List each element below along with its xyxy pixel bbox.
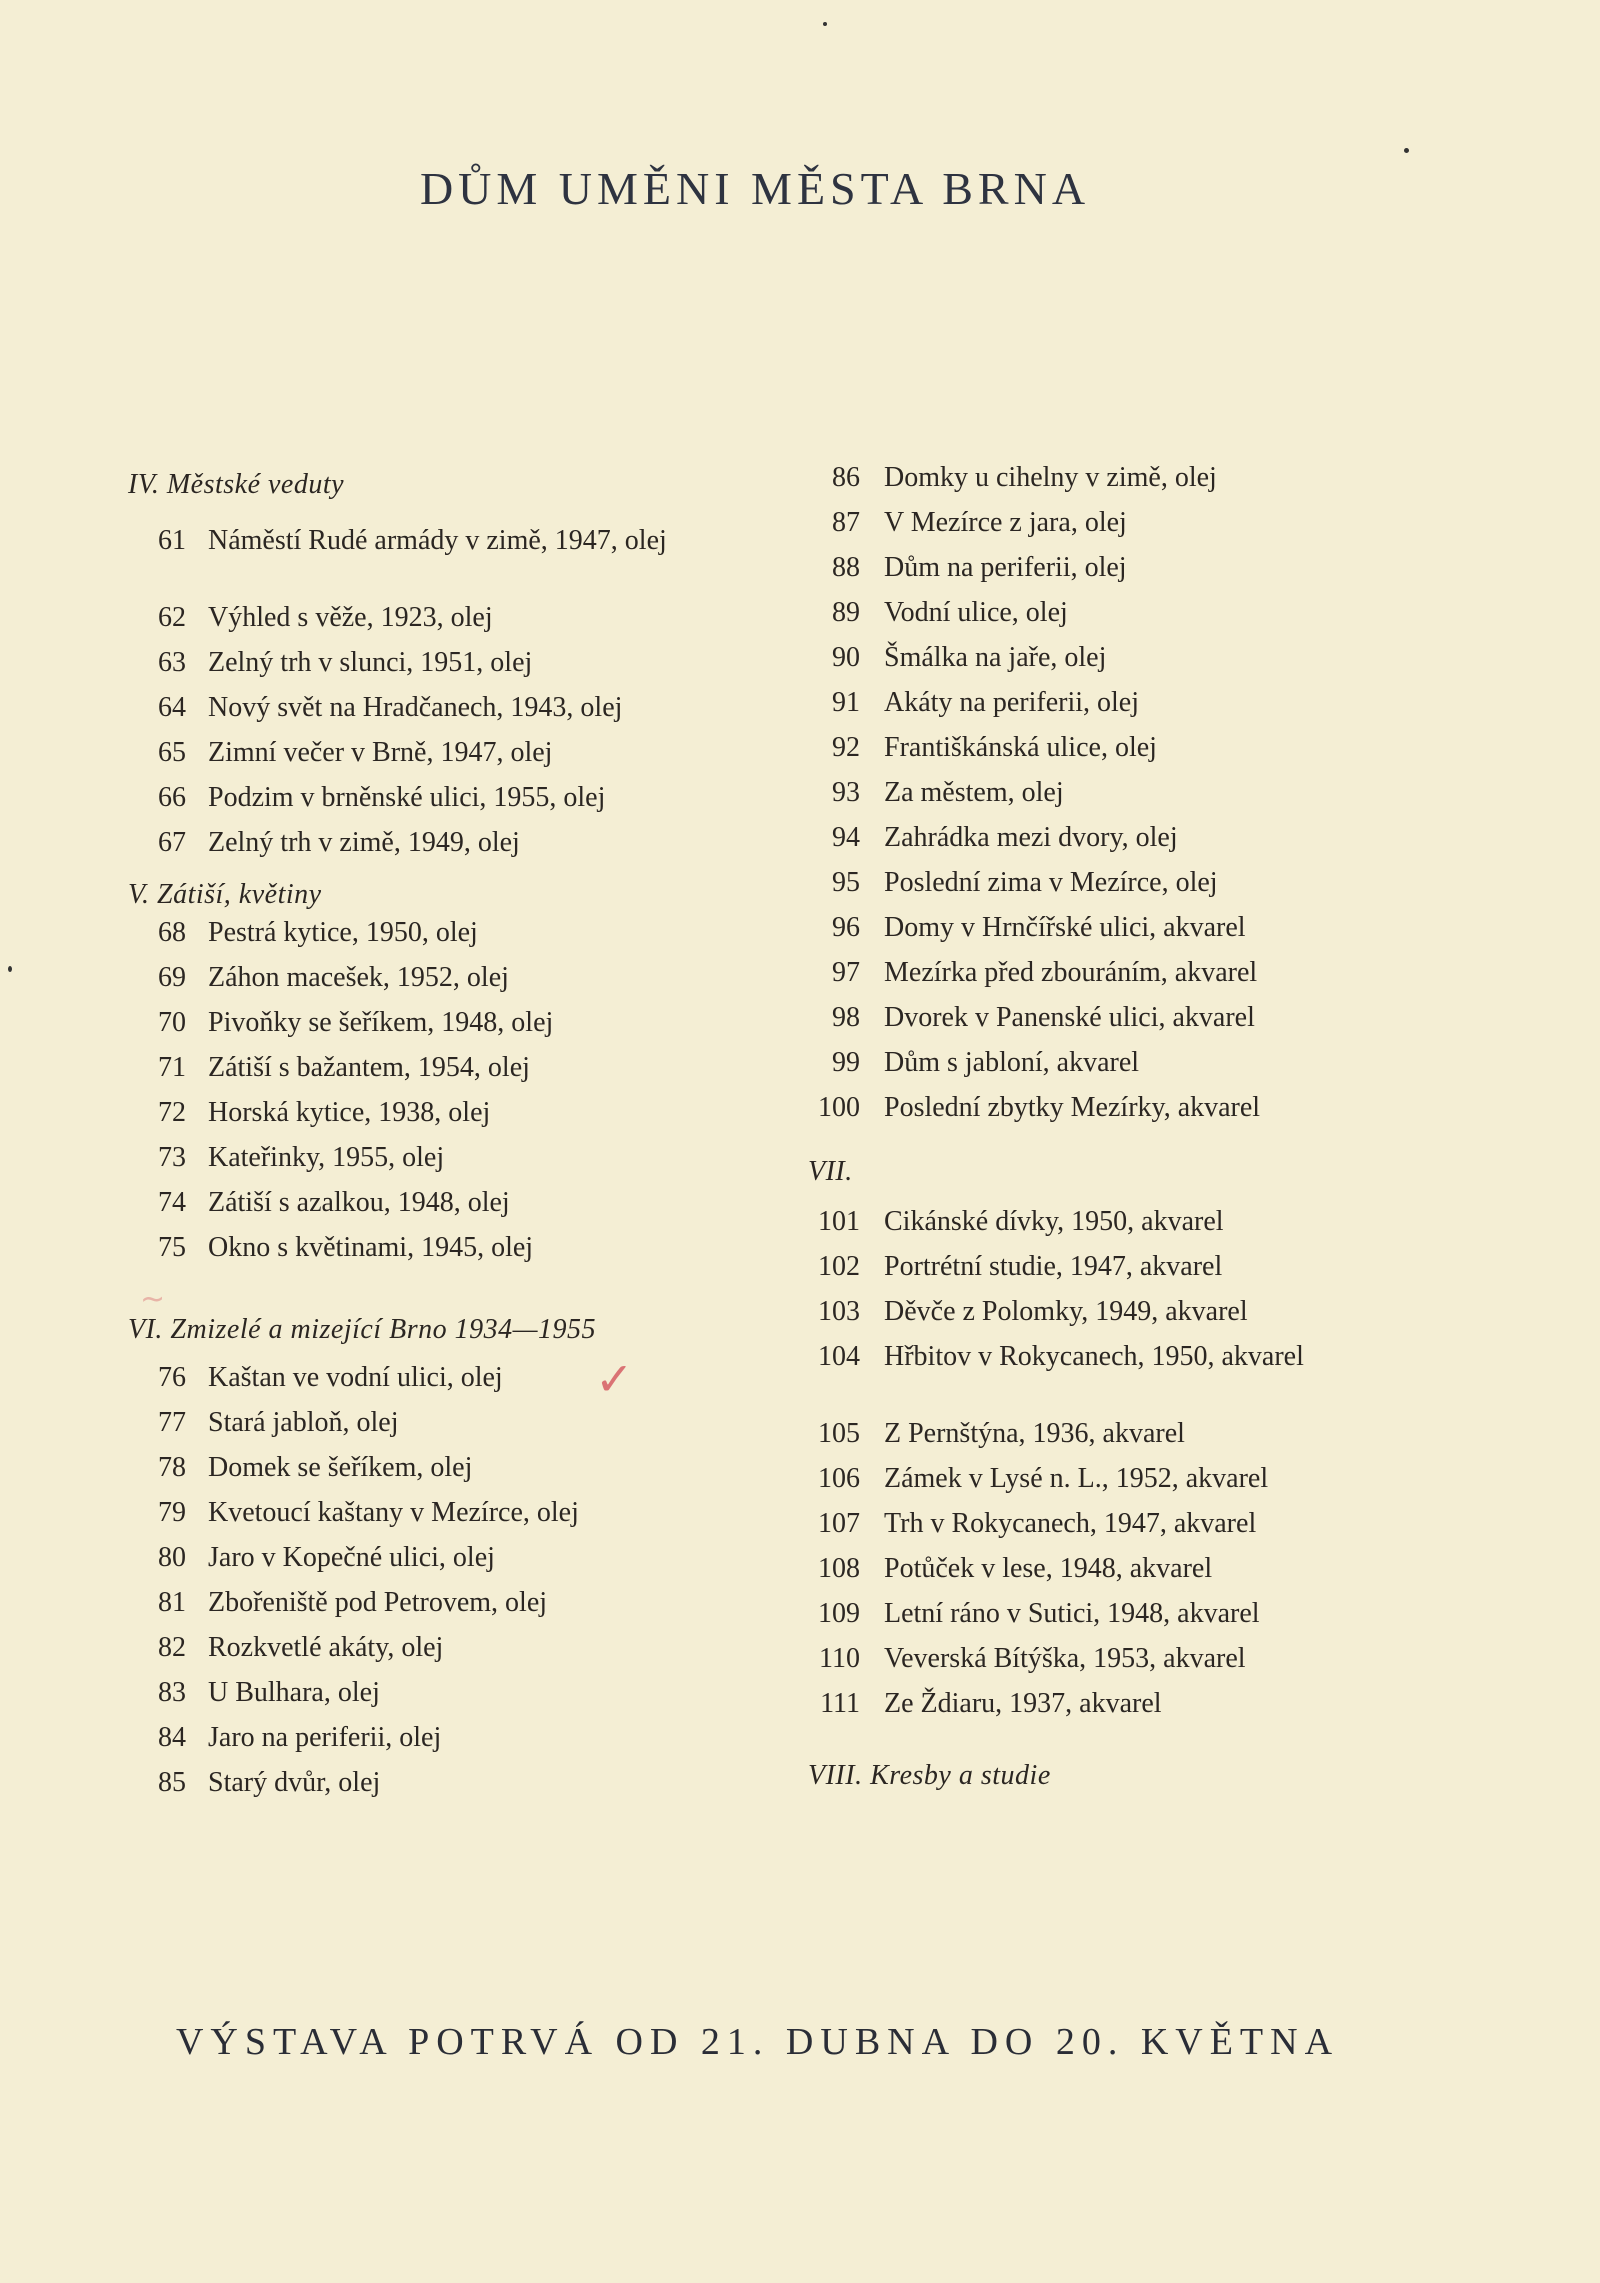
catalogue-item-102 [808,1251,1508,1296]
item-title: Letní ráno v Sutici, 1948, akvarel [884,1598,1260,1629]
item-number: 68 [158,917,186,948]
section-heading-iv: IV. Městské veduty [128,469,345,500]
catalogue-item-63 [128,647,808,692]
item-number: 62 [158,602,186,633]
item-title: Domek se šeříkem, olej [208,1452,473,1483]
item-number: 85 [158,1767,186,1798]
item-number: 110 [819,1643,860,1674]
catalogue-item-108 [808,1553,1508,1598]
catalogue-item-79 [128,1497,808,1542]
item-title: Pestrá kytice, 1950, olej [208,917,478,948]
catalogue-item-111 [808,1688,1508,1733]
item-title: Dvorek v Panenské ulici, akvarel [884,1002,1255,1033]
catalogue-item-69 [128,962,808,1007]
section-iv-list [128,525,808,872]
item-number: 103 [818,1296,860,1327]
section-heading-vi: VI. Zmizelé a mizející Brno 1934—1955 [128,1314,597,1345]
item-title: Zámek v Lysé n. L., 1952, akvarel [884,1463,1269,1494]
item-number: 61 [158,525,186,556]
item-title: Za městem, olej [884,777,1064,808]
catalogue-item-75 [128,1232,808,1277]
item-title: Z Pernštýna, 1936, akvarel [884,1418,1185,1449]
catalogue-item-81 [128,1587,808,1632]
catalogue-item-86 [808,462,1508,507]
item-number: 67 [158,827,186,858]
item-title: Rozkvetlé akáty, olej [208,1632,444,1663]
catalogue-item-104 [808,1341,1508,1418]
catalogue-item-110 [808,1643,1508,1688]
catalogue-item-100 [808,1092,1508,1137]
item-number: 101 [818,1206,860,1237]
catalogue-item-62 [128,602,808,647]
catalogue-item-107 [808,1508,1508,1553]
item-title: Potůček v lese, 1948, akvarel [884,1553,1213,1584]
catalogue-item-78 [128,1452,808,1497]
catalogue-item-67 [128,827,808,872]
item-number: 79 [158,1497,186,1528]
item-number: 94 [832,822,860,853]
left-column [128,462,808,1812]
page-title: DŮM UMĚNI MĚSTA BRNA [419,163,1091,214]
catalogue-item-82 [128,1632,808,1677]
item-title: Domy v Hrnčířské ulici, akvarel [884,912,1246,943]
item-title: Dům na periferii, olej [884,552,1127,583]
item-number: 73 [158,1142,186,1173]
item-title: Zátiší s azalkou, 1948, olej [208,1187,510,1218]
item-title: Poslední zima v Mezírce, olej [884,867,1218,898]
catalogue-item-103 [808,1296,1508,1341]
item-number: 99 [832,1047,860,1078]
item-title: Podzim v brněnské ulici, 1955, olej [208,782,606,813]
items-86-100-list [808,462,1508,1137]
item-number: 104 [818,1341,860,1372]
item-title: Vodní ulice, olej [884,597,1068,628]
item-title: Výhled s věže, 1923, olej [208,602,493,633]
item-title: Zahrádka mezi dvory, olej [884,822,1178,853]
catalogue-item-61 [128,525,808,602]
catalogue-item-99 [808,1047,1508,1092]
item-title: Náměstí Rudé armády v zimě, 1947, olej [208,525,667,556]
item-number: 107 [818,1508,860,1539]
catalogue-item-70 [128,1007,808,1052]
section-heading-vii: VII. [808,1156,853,1187]
item-title: Portrétní studie, 1947, akvarel [884,1251,1223,1282]
item-title: Okno s květinami, 1945, olej [208,1232,534,1263]
section-heading-v: V. Zátiší, květiny [128,879,322,910]
item-number: 81 [158,1587,186,1618]
speck [8,966,12,972]
catalogue-item-98 [808,1002,1508,1047]
catalogue-item-72 [128,1097,808,1142]
item-number: 91 [832,687,860,718]
catalogue-item-105 [808,1418,1508,1463]
item-number: 77 [158,1407,186,1438]
item-number: 78 [158,1452,186,1483]
catalogue-item-87 [808,507,1508,552]
item-title: Františkánská ulice, olej [884,732,1157,763]
faint-red-pencil-mark: ~ [140,1282,166,1317]
section-vi-list [128,1362,808,1812]
item-number: 89 [832,597,860,628]
item-number: 102 [818,1251,860,1282]
item-number: 96 [832,912,860,943]
catalogue-item-76 [128,1362,808,1407]
catalogue-item-109 [808,1598,1508,1643]
item-title: Kaštan ve vodní ulici, olej [208,1362,503,1393]
right-column [808,462,1508,1798]
item-title: Zelný trh v zimě, 1949, olej [208,827,520,858]
catalogue-item-90 [808,642,1508,687]
item-title: Zelný trh v slunci, 1951, olej [208,647,533,678]
item-title: Trh v Rokycanech, 1947, akvarel [884,1508,1257,1539]
item-number: 72 [158,1097,186,1128]
item-number: 111 [820,1688,860,1719]
item-title: Dům s jabloní, akvarel [884,1047,1140,1078]
item-number: 93 [832,777,860,808]
section-v-list [128,917,808,1277]
section-heading-viii: VIII. Kresby a studie [808,1760,1051,1791]
catalogue-item-94 [808,822,1508,867]
item-title: U Bulhara, olej [208,1677,380,1708]
item-title: Kvetoucí kaštany v Mezírce, olej [208,1497,579,1528]
item-number: 87 [832,507,860,538]
item-number: 92 [832,732,860,763]
item-number: 70 [158,1007,186,1038]
item-title: Zimní večer v Brně, 1947, olej [208,737,553,768]
item-number: 76 [158,1362,186,1393]
catalogue-item-85 [128,1767,808,1812]
red-check-mark: ✓ [595,1352,634,1406]
item-number: 65 [158,737,186,768]
catalogue-item-66 [128,782,808,827]
item-number: 90 [832,642,860,673]
item-number: 66 [158,782,186,813]
item-title: V Mezírce z jara, olej [884,507,1127,538]
item-number: 75 [158,1232,186,1263]
catalogue-item-96 [808,912,1508,957]
item-title: Cikánské dívky, 1950, akvarel [884,1206,1224,1237]
catalogue-item-74 [128,1187,808,1232]
catalogue-item-83 [128,1677,808,1722]
catalogue-item-71 [128,1052,808,1097]
items-101-111-list [808,1206,1508,1733]
item-title: Kateřinky, 1955, olej [208,1142,445,1173]
speck [1404,148,1409,153]
catalogue-item-106 [808,1463,1508,1508]
item-title: Záhon macešek, 1952, olej [208,962,509,993]
item-title: Veverská Bítýška, 1953, akvarel [884,1643,1246,1674]
item-title: Šmálka na jaře, olej [884,642,1107,673]
catalogue-item-97 [808,957,1508,1002]
item-title: Jaro v Kopečné ulici, olej [208,1542,495,1573]
item-title: Zbořeniště pod Petrovem, olej [208,1587,548,1618]
item-title: Zátiší s bažantem, 1954, olej [208,1052,530,1083]
item-title: Děvče z Polomky, 1949, akvarel [884,1296,1248,1327]
catalogue-item-88 [808,552,1508,597]
item-number: 106 [818,1463,860,1494]
item-number: 98 [832,1002,860,1033]
catalogue-item-84 [128,1722,808,1767]
item-number: 84 [158,1722,186,1753]
item-title: Pivoňky se šeříkem, 1948, olej [208,1007,554,1038]
item-number: 74 [158,1187,186,1218]
catalogue-item-80 [128,1542,808,1587]
item-title: Domky u cihelny v zimě, olej [884,462,1217,493]
item-number: 95 [832,867,860,898]
item-title: Ze Ždiaru, 1937, akvarel [884,1688,1162,1719]
item-number: 100 [818,1092,860,1123]
item-number: 69 [158,962,186,993]
item-title: Mezírka před zbouráním, akvarel [884,957,1258,988]
catalogue-item-95 [808,867,1508,912]
item-title: Horská kytice, 1938, olej [208,1097,491,1128]
item-number: 108 [818,1553,860,1584]
item-title: Poslední zbytky Mezírky, akvarel [884,1092,1261,1123]
catalogue-item-73 [128,1142,808,1187]
item-number: 109 [818,1598,860,1629]
item-number: 71 [158,1052,186,1083]
item-title: Jaro na periferii, olej [208,1722,442,1753]
item-number: 80 [158,1542,186,1573]
catalogue-item-65 [128,737,808,782]
item-number: 64 [158,692,186,723]
catalogue-item-92 [808,732,1508,777]
item-title: Starý dvůr, olej [208,1767,381,1798]
catalogue-item-91 [808,687,1508,732]
item-number: 86 [832,462,860,493]
catalogue-item-64 [128,692,808,737]
catalogue-item-101 [808,1206,1508,1251]
item-title: Akáty na periferii, olej [884,687,1140,718]
speck [823,22,827,26]
item-number: 105 [818,1418,860,1449]
item-number: 63 [158,647,186,678]
item-number: 88 [832,552,860,583]
catalogue-item-93 [808,777,1508,822]
item-number: 82 [158,1632,186,1663]
item-title: Nový svět na Hradčanech, 1943, olej [208,692,623,723]
item-title: Hřbitov v Rokycanech, 1950, akvarel [884,1341,1304,1372]
catalogue-item-68 [128,917,808,962]
catalogue-item-89 [808,597,1508,642]
catalogue-item-77 [128,1407,808,1452]
item-title: Stará jabloň, olej [208,1407,399,1438]
footer-note: VÝSTAVA POTRVÁ OD 21. DUBNA DO 20. KVĚTNA [175,2021,1340,2063]
item-number: 97 [832,957,860,988]
item-number: 83 [158,1677,186,1708]
